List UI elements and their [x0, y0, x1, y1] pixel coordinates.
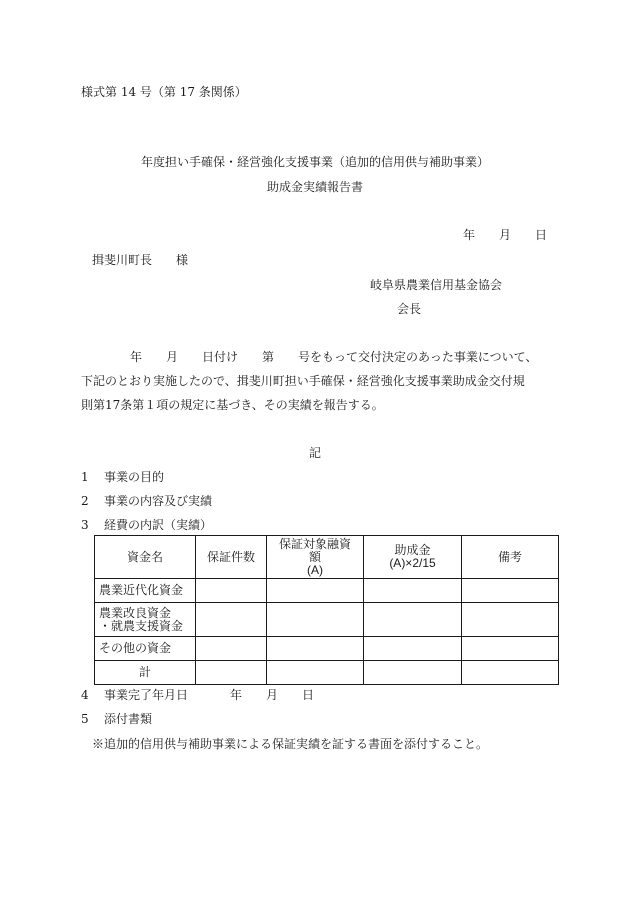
guarantee-count-cell[interactable] [196, 637, 267, 661]
loan-amount-cell[interactable] [267, 637, 364, 661]
remarks-cell[interactable] [462, 579, 559, 603]
table-row [95, 637, 559, 661]
body-line-2: 下記のとおり実施したので、揖斐川町担い手確保・経営強化支援事業助成金交付規 [81, 374, 525, 388]
remarks-cell[interactable] [462, 603, 559, 637]
ki-heading: 記 [308, 446, 321, 460]
header-guarantee-count: 保証件数 [196, 536, 267, 579]
body-line-3: 則第17条第１項の規定に基づき、その実績を報告する。 [81, 398, 384, 412]
subsidy-cell[interactable] [364, 603, 462, 637]
fund-name-cell: 農業改良資金 ・就農支援資金 [95, 603, 196, 637]
item-2-number: 2 [81, 494, 89, 508]
header-subsidy [364, 536, 462, 579]
form-number: 様式第 14 号（第 17 条関係） [81, 85, 247, 99]
completion-date: 年 月 日 [230, 688, 315, 702]
remarks-cell[interactable] [462, 637, 559, 661]
item-1-text: 事業の目的 [104, 470, 165, 484]
loan-amount-cell[interactable] [267, 603, 364, 637]
sender-title: 会長 [397, 302, 422, 316]
header-subsidy-formula: (A)×2/15 [389, 556, 436, 570]
expense-breakdown-table [94, 535, 559, 685]
fund-name-cell: 農業近代化資金 [95, 579, 196, 603]
subsidy-cell[interactable] [364, 637, 462, 661]
subsidy-cell[interactable] [364, 661, 462, 685]
loan-amount-cell[interactable] [267, 579, 364, 603]
header-fund-name: 資金名 [95, 536, 196, 579]
item-2-text: 事業の内容及び実績 [104, 494, 213, 508]
body-line-1: 年 月 日付け 第 号をもって交付決定のあった事業について、 [130, 350, 538, 364]
guarantee-count-cell[interactable] [196, 579, 267, 603]
header-loan-amount-sub: (A) [307, 562, 323, 577]
item-5-text: 添付書類 [104, 712, 153, 726]
item-4-text: 事業完了年月日 [104, 688, 189, 702]
table-row [95, 579, 559, 603]
item-5-number: 5 [81, 712, 89, 726]
header-subsidy-label: 助成金 [394, 543, 431, 557]
loan-amount-cell[interactable] [267, 661, 364, 685]
header-loan-amount-label: 保証対象融資 額 [278, 536, 351, 564]
item-4-number: 4 [81, 688, 89, 702]
header-loan-amount [267, 536, 364, 579]
total-label-cell: 計 [95, 661, 196, 685]
attachment-note: ※追加的信用供与補助事業による保証実績を証する書面を添付すること。 [92, 737, 489, 751]
item-1-number: 1 [81, 470, 89, 484]
table-row [95, 603, 559, 637]
table-header-row [95, 536, 559, 579]
fund-name-cell: その他の資金 [95, 637, 196, 661]
table-total-row [95, 661, 559, 685]
guarantee-count-cell[interactable] [196, 603, 267, 637]
subsidy-cell[interactable] [364, 579, 462, 603]
sender-organization: 岐阜県農業信用基金協会 [370, 278, 503, 292]
remarks-cell[interactable] [462, 661, 559, 685]
header-remarks: 備考 [462, 536, 559, 579]
document-title: 年度担い手確保・経営強化支援事業（追加的信用供与補助事業） [140, 155, 489, 169]
document-subtitle: 助成金実績報告書 [266, 180, 363, 194]
guarantee-count-cell[interactable] [196, 661, 267, 685]
item-3-number: 3 [81, 518, 89, 532]
submission-date: 年 月 日 [463, 228, 548, 242]
item-3-text: 経費の内訳（実績） [104, 518, 213, 532]
addressee: 揖斐川町長 様 [92, 253, 189, 267]
